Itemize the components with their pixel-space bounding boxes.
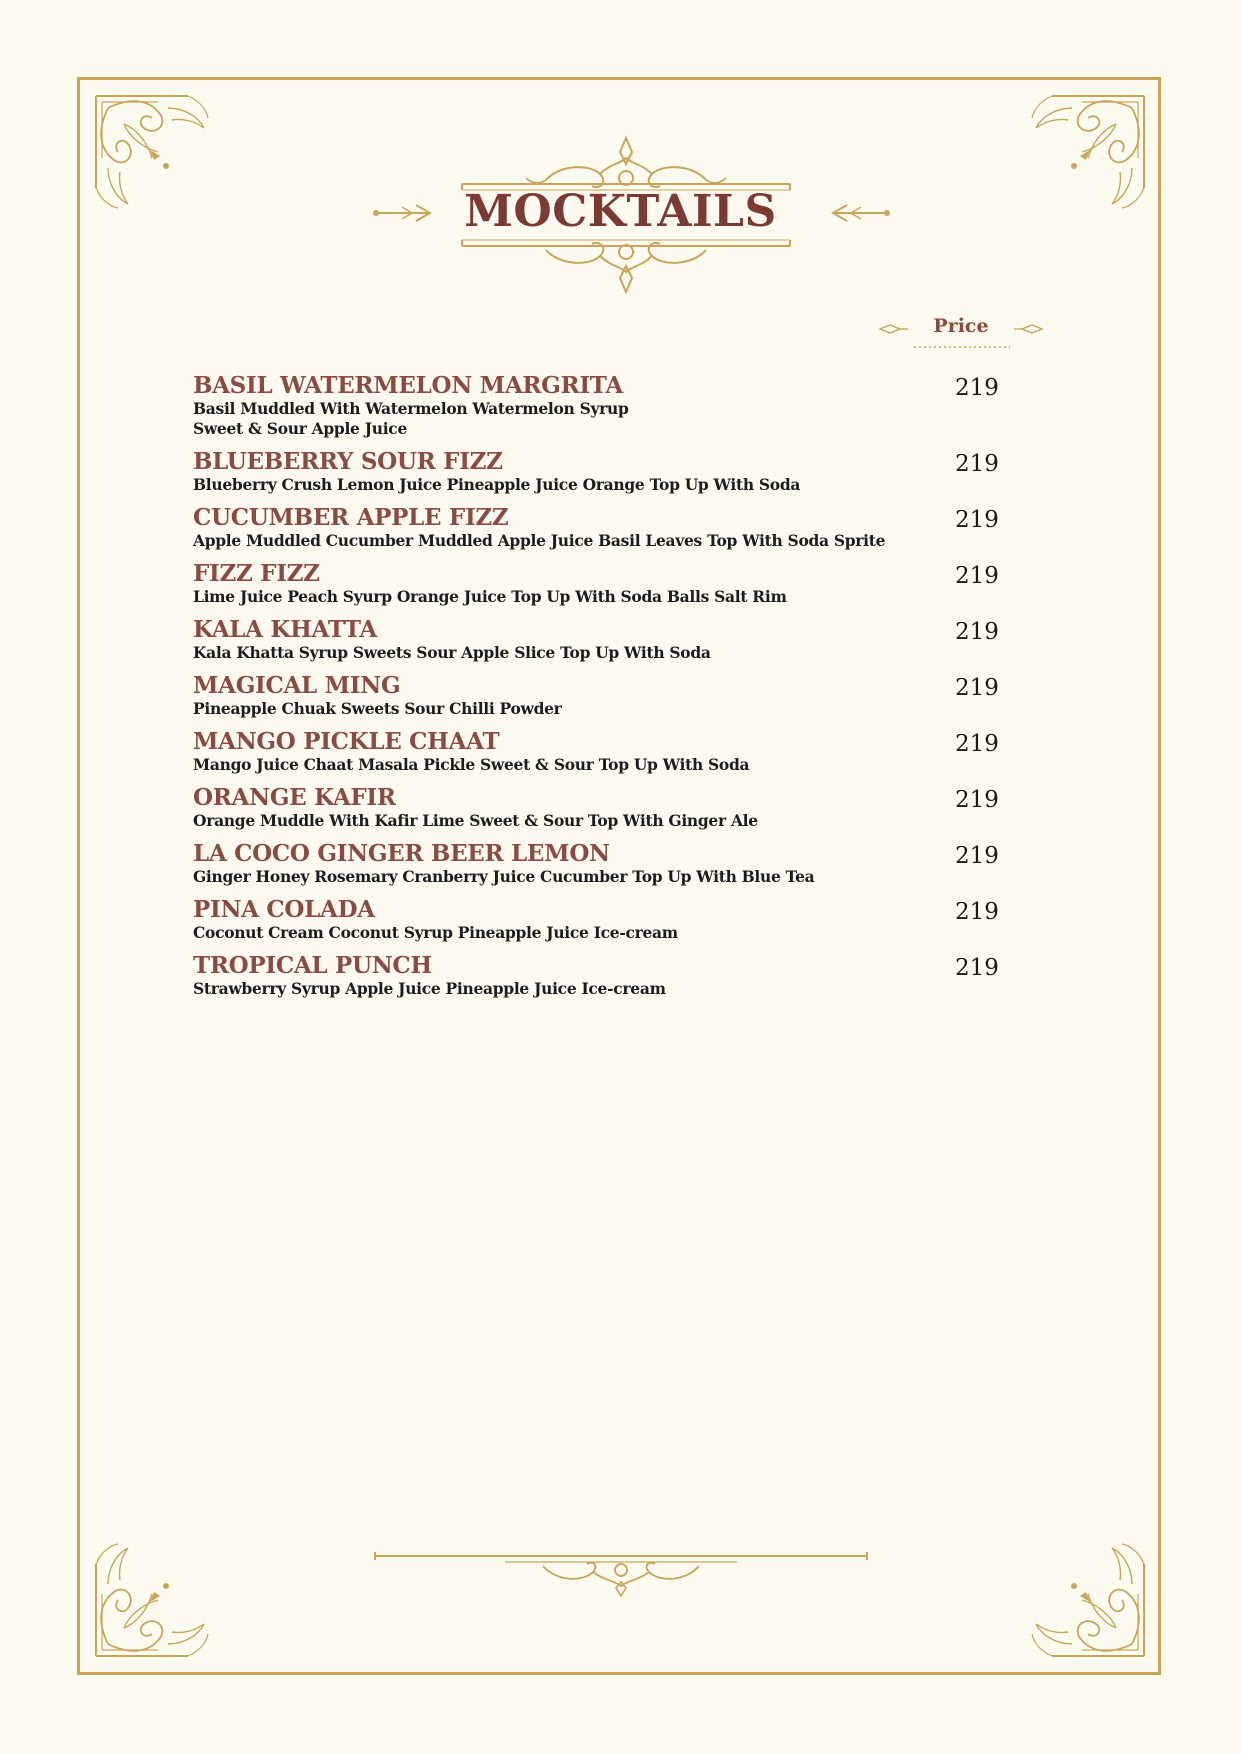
item-price: 219 <box>955 451 999 477</box>
item-name: PINA COLADA <box>193 896 375 923</box>
menu-item <box>193 617 1013 673</box>
item-price: 219 <box>955 375 999 401</box>
menu-item <box>193 785 1013 841</box>
item-price: 219 <box>955 731 999 757</box>
item-price: 219 <box>955 675 999 701</box>
item-description: Blueberry Crush Lemon Juice Pineapple Juice Orange Top Up With Soda <box>193 475 801 494</box>
item-description: Pineapple Chuak Sweets Sour Chilli Powder <box>193 699 562 718</box>
menu-item <box>193 897 1013 953</box>
item-name: MAGICAL MING <box>193 672 401 699</box>
item-name: BLUEBERRY SOUR FIZZ <box>193 448 503 475</box>
item-price: 219 <box>955 899 999 925</box>
item-price: 219 <box>955 787 999 813</box>
item-price: 219 <box>955 843 999 869</box>
item-description: Strawberry Syrup Apple Juice Pineapple Juice Ice-cream <box>193 979 666 998</box>
item-description: Mango Juice Chaat Masala Pickle Sweet & Sour Top Up With Soda <box>193 755 750 774</box>
item-price: 219 <box>955 955 999 981</box>
price-column-header <box>876 313 1046 335</box>
corner-flourish-icon <box>1022 1534 1152 1664</box>
page-title: MOCKTAILS <box>464 186 777 237</box>
item-name: KALA KHATTA <box>193 616 377 643</box>
item-description: Ginger Honey Rosemary Cranberry Juice Cucumber Top Up With Blue Tea <box>193 867 815 886</box>
menu-item <box>193 449 1013 505</box>
price-label: Price <box>933 315 989 337</box>
item-description: Kala Khatta Syrup Sweets Sour Apple Slice Top Up With Soda <box>193 643 711 662</box>
item-description: Coconut Cream Coconut Syrup Pineapple Juice Ice-cream <box>193 923 678 942</box>
item-description: Lime Juice Peach Syurp Orange Juice Top Up With Soda Balls Salt Rim <box>193 587 787 606</box>
item-price: 219 <box>955 507 999 533</box>
item-name: CUCUMBER APPLE FIZZ <box>193 504 509 531</box>
item-description: Apple Muddled Cucumber Muddled Apple Juice Basil Leaves Top With Soda Sprite <box>193 531 886 550</box>
menu-item <box>193 673 1013 729</box>
footer-flourish-icon <box>373 1548 869 1598</box>
item-price: 219 <box>955 619 999 645</box>
menu-item <box>193 729 1013 785</box>
menu-item <box>193 841 1013 897</box>
item-price: 219 <box>955 563 999 589</box>
item-description: Orange Muddle With Kafir Lime Sweet & Sour Top With Ginger Ale <box>193 811 758 830</box>
item-name: FIZZ FIZZ <box>193 560 320 587</box>
item-name: LA COCO GINGER BEER LEMON <box>193 840 610 867</box>
item-name: BASIL WATERMELON MARGRITA <box>193 372 623 399</box>
menu-item <box>193 373 1013 449</box>
item-description: Basil Muddled With Watermelon Watermelon Syrup <box>193 399 629 418</box>
menu-item <box>193 953 1013 1009</box>
item-name: MANGO PICKLE CHAAT <box>193 728 500 755</box>
menu-item-list <box>193 373 1013 1009</box>
item-name: ORANGE KAFIR <box>193 784 396 811</box>
menu-item <box>193 505 1013 561</box>
menu-item <box>193 561 1013 617</box>
corner-flourish-icon <box>88 1534 218 1664</box>
item-name: TROPICAL PUNCH <box>193 952 432 979</box>
item-description: Sweet & Sour Apple Juice <box>193 419 408 438</box>
